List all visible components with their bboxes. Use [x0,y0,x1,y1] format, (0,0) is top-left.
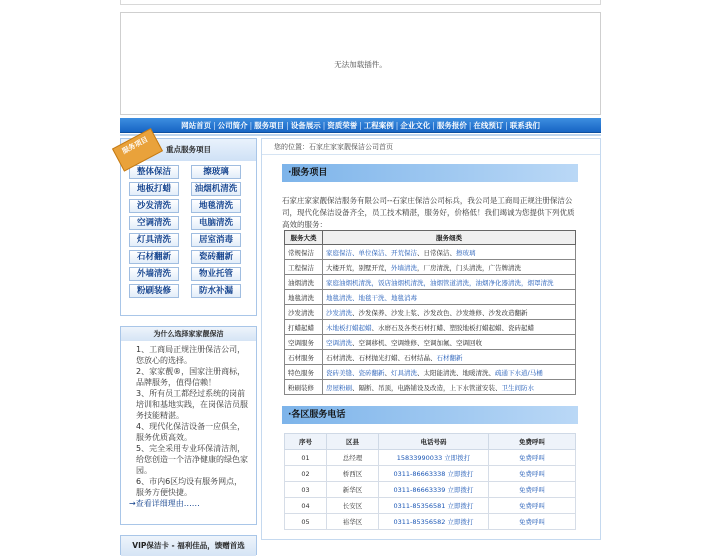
service-link[interactable]: 瓷砖美缝、瓷砖翻新 [326,368,385,377]
nav-separator: | [395,121,399,130]
services-table [284,230,576,395]
service-link[interactable]: 沙发清洗 [326,308,352,317]
service-text: 石材清洗、石材抛光打蜡、石材结晶、 [326,353,437,362]
table-row [285,450,576,466]
service-button[interactable]: 整体保洁 [129,165,179,179]
service-button[interactable]: 物业托管 [191,267,241,281]
phone-number[interactable]: 0311-86663339 立即拨打 [379,482,489,498]
district-name: 长安区 [327,498,379,514]
nav-item[interactable]: 网站首页 [181,121,212,130]
nav-items [120,118,601,133]
company-intro: 石家庄家家靓保洁服务有限公司--石家庄保洁公司标兵，我公司是工商局正规注册保洁公司，现代化保洁设备齐全，员工技术精湛，服务好，价格低！我们竭诚为您提供下列优质高效的服务： [282,196,575,229]
district-phone-section-title: ·各区服务电话 [282,406,578,424]
table-row [285,290,576,305]
service-text: 、空调移机、空调维修、空调加氟、空调回收 [352,338,482,347]
why-reason: 3、所有员工都经过系统的岗前培训和基地实践，在岗保洁员服务技能精湛。 [136,389,248,420]
service-link[interactable]: 卫生间防水 [501,383,534,392]
service-button[interactable]: 防水补漏 [191,284,241,298]
service-category: 打蜡起蜡 [285,320,323,335]
vip-card-title[interactable]: VIP保洁卡 - 福利佳品，馈赠首选 [121,536,256,556]
service-category: 工程保洁 [285,260,323,275]
key-services-title: 重点服务项目 [121,139,256,161]
service-button[interactable]: 沙发清洗 [129,199,179,213]
nav-item[interactable]: 资质荣誉 [327,121,358,130]
phone-number[interactable]: 15833990033 立即拨打 [379,450,489,466]
why-reason: 4、现代化保洁设备一应俱全，服务优质高效。 [136,422,246,442]
plugin-message: 无法加载插件。 [334,60,387,69]
phone-number[interactable]: 0311-85356581 立即拨打 [379,498,489,514]
table-row [285,275,576,290]
nav-separator: | [505,121,508,130]
district-phone-table [284,433,576,530]
free-call-link[interactable]: 免费呼叫 [489,466,576,482]
service-category: 石材服务 [285,350,323,365]
more-reasons-link[interactable]: →查看详细理由…… [129,499,200,508]
services-table-header-category: 服务大类 [285,231,323,245]
why-reason: 6、市内6区均设有服务网点，服务方便快捷。 [136,477,243,497]
service-button[interactable]: 粉刷装修 [129,284,179,298]
nav-item[interactable]: 在线预订 [473,121,504,130]
district-name: 裕华区 [327,514,379,530]
plugin-placeholder [120,12,601,115]
free-call-link[interactable]: 免费呼叫 [489,450,576,466]
service-category: 特色服务 [285,365,323,380]
breadcrumb: 您的位置：石家庄家家靓保洁公司首页 [262,139,600,155]
services-table-header-detail: 服务细类 [323,231,576,245]
service-button[interactable]: 居室消毒 [191,233,241,247]
service-text: ，厂房清洗，门头清洗，广告牌清洗 [417,263,521,272]
table-row [285,260,576,275]
why-reason: 2、家家靓®，国家注册商标，品牌服务，值得信赖！ [136,367,246,387]
service-text: 、 [384,368,391,377]
nav-separator: | [359,121,362,130]
free-call-link[interactable]: 免费呼叫 [489,514,576,530]
table-row [285,482,576,498]
why-reason: 5、完全采用专业环保清洁剂，给您创造一个洁净健康的绿色家园。 [136,444,248,475]
table-row [285,498,576,514]
service-detail [323,305,576,320]
table-row [285,245,576,260]
key-services-grid [121,161,256,298]
nav-divider [120,134,601,136]
service-link[interactable]: 灯具清洗 [391,368,417,377]
nav-item[interactable]: 服务项目 [254,121,285,130]
table-row [285,514,576,530]
row-number: 01 [285,450,327,466]
row-number: 04 [285,498,327,514]
main-content [261,138,601,540]
service-text: 、沙发保养、沙发上浆、沙发改色、沙发维修、沙发改造翻新 [352,308,528,317]
district-name: 桥西区 [327,466,379,482]
district-name: 新华区 [327,482,379,498]
service-link[interactable]: 疏通下水道/马桶 [495,368,543,377]
service-link[interactable]: 地毯清洗、地毯干洗、地毯消毒 [326,293,417,302]
service-button[interactable]: 擦玻璃 [191,165,241,179]
service-text: 、日常保洁、 [417,248,456,257]
row-number: 02 [285,466,327,482]
nav-separator: | [322,121,326,130]
table-row [285,466,576,482]
nav-item[interactable]: 服务报价 [436,121,467,130]
district-header-area: 区县 [327,434,379,450]
service-detail [323,320,576,335]
service-button[interactable]: 地板打蜡 [129,182,179,196]
service-category: 空调服务 [285,335,323,350]
service-text: 、隔断、吊顶，电路铺设及改造，上下水管道安装、 [352,383,502,392]
district-header-phone: 电话号码 [379,434,489,450]
service-detail [323,335,576,350]
vip-card-panel [120,535,257,555]
service-button[interactable]: 灯具清洗 [129,233,179,247]
why-reason: 1、工商局正规注册保洁公司，您放心的选择。 [136,345,246,365]
district-header-call: 免费呼叫 [489,434,576,450]
service-category: 常规保洁 [285,245,323,260]
service-text: 大楼开荒，别墅开荒， [326,263,391,272]
nav-separator: | [249,121,253,130]
service-link[interactable]: 家庭油烟机清洗，饭店油烟机清洗，油烟管道清洗，油烟净化器清洗，烟罩清洗 [326,278,554,287]
top-border [120,0,601,5]
district-name: 总经理 [327,450,379,466]
nav-item[interactable]: 公司简介 [217,121,248,130]
service-button[interactable]: 石材翻新 [129,250,179,264]
main-navigation [120,118,601,133]
service-detail [323,275,576,290]
service-detail [323,365,576,380]
service-link[interactable]: 石材翻新 [436,353,463,362]
nav-separator: | [213,121,216,130]
nav-separator: | [468,121,472,130]
row-number: 03 [285,482,327,498]
why-choose-list [121,341,256,498]
service-button[interactable]: 外墙清洗 [129,267,179,281]
service-detail [323,245,576,260]
nav-separator: | [286,121,289,130]
phone-number[interactable]: 0311-85356582 立即拨打 [379,514,489,530]
services-ribbon: 服务项目 [112,128,163,172]
free-call-link[interactable]: 免费呼叫 [489,482,576,498]
table-row [285,365,576,380]
district-header-no: 序号 [285,434,327,450]
nav-item[interactable]: 工程案例 [363,121,394,130]
service-button[interactable]: 油烟机清洗 [191,182,241,196]
nav-item[interactable]: 企业文化 [400,121,431,130]
service-category: 沙发清洗 [285,305,323,320]
phone-number[interactable]: 0311-86663338 立即拨打 [379,466,489,482]
service-detail [323,290,576,305]
table-row [285,335,576,350]
why-choose-title: 为什么选择家家靓保洁 [121,327,256,341]
services-section-title: ·服务项目 [282,164,578,182]
service-link[interactable]: 房屋粉刷 [326,383,352,392]
service-link[interactable]: 空调清洗 [326,338,352,347]
service-category: 粉刷装修 [285,380,323,395]
service-button[interactable]: 地毯清洗 [191,199,241,213]
service-button[interactable]: 电脑清洗 [191,216,241,230]
service-link[interactable]: 擦玻璃 [456,248,476,257]
service-category: 地毯清洗 [285,290,323,305]
page-wrapper [120,0,601,550]
service-button[interactable]: 瓷砖翻新 [191,250,241,264]
table-row [285,305,576,320]
service-link[interactable]: 家庭保洁、单位保洁、开荒保洁 [326,248,417,257]
service-text: 、太阳能清洗、地暖清洗、 [417,368,495,377]
row-number: 05 [285,514,327,530]
table-row [285,380,576,395]
nav-item[interactable]: 联系我们 [509,121,540,130]
service-detail [323,380,576,395]
free-call-link[interactable]: 免费呼叫 [489,498,576,514]
nav-separator: | [432,121,435,130]
service-category: 油烟清洗 [285,275,323,290]
left-sidebar [120,135,257,555]
service-detail [323,350,576,365]
table-row [285,320,576,335]
service-button[interactable]: 空调清洗 [129,216,179,230]
service-detail [323,260,576,275]
service-link[interactable]: 外墙清洗 [391,263,417,272]
key-services-panel [120,135,257,316]
why-choose-panel [120,326,257,525]
service-link[interactable]: 木地板打蜡起蜡 [326,323,372,332]
table-row [285,350,576,365]
nav-item[interactable]: 设备展示 [290,121,321,130]
service-text: 、水磨石及各类石材打蜡、塑胶地板打蜡起蜡、瓷砖起蜡 [371,323,534,332]
